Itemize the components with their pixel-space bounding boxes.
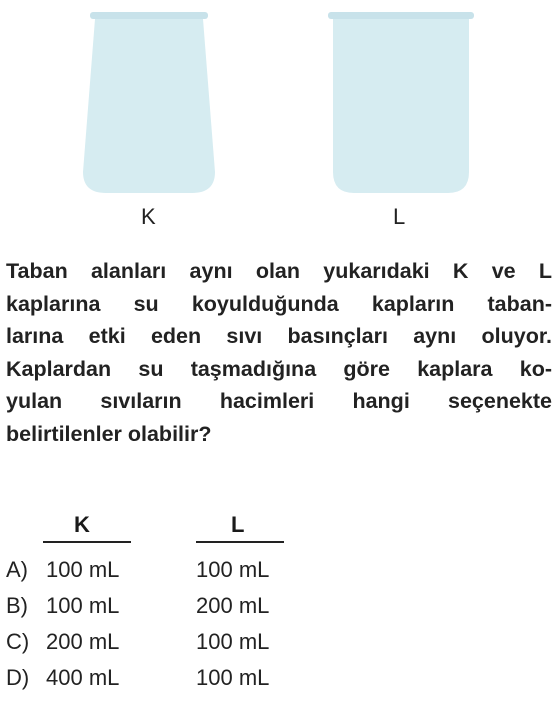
- container-k-label: K: [141, 204, 156, 229]
- option-l-value: 100 mL: [196, 629, 270, 654]
- option-k-value: 200 mL: [46, 629, 120, 654]
- question-line: yulan sıvıların hacimleri hangi seçenekte: [6, 389, 552, 413]
- question-line: Kaplardan su taşmadığına göre kaplara ko-: [6, 356, 552, 381]
- header-underline-l: [196, 541, 284, 543]
- container-l: [328, 12, 474, 193]
- question-line: larına etki eden sıvı basınçları aynı oluyor.: [6, 324, 552, 348]
- option-letter: D): [6, 665, 30, 690]
- option-k-value: 100 mL: [46, 593, 120, 618]
- question-line: belirtilenler olabilir?: [6, 421, 212, 446]
- column-header-k: K: [74, 512, 90, 537]
- option-l-value: 100 mL: [196, 665, 270, 690]
- option-l-value: 100 mL: [196, 557, 270, 582]
- option-letter: A): [6, 557, 28, 582]
- column-header-l: L: [231, 512, 245, 537]
- option-letter: C): [6, 629, 30, 654]
- question-line: kaplarına su koyulduğunda kapların taban-: [6, 291, 552, 316]
- option-letter: B): [6, 593, 28, 618]
- option-k-value: 400 mL: [46, 665, 120, 690]
- container-l-label: L: [393, 204, 406, 229]
- containers-figure: [0, 0, 558, 235]
- option-l-value: 200 mL: [196, 593, 270, 618]
- header-underline-k: [43, 541, 131, 543]
- container-k: [83, 12, 215, 193]
- question-text: [6, 255, 552, 450]
- question-line: Taban alanları aynı olan yukarıdaki K ve L: [6, 259, 552, 283]
- option-k-value: 100 mL: [46, 557, 120, 582]
